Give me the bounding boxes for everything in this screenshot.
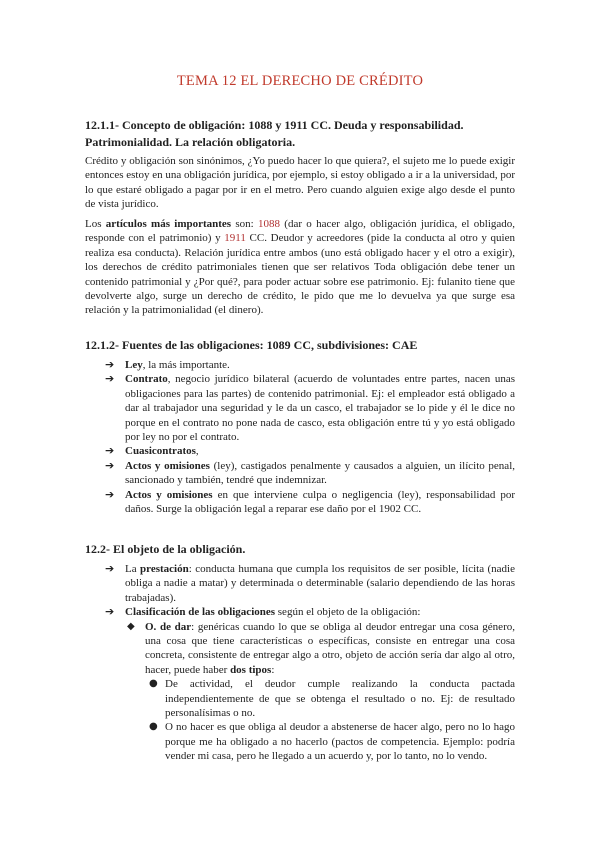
bold-text: O. de dar	[145, 620, 192, 633]
objeto-list	[105, 562, 515, 764]
paragraph-articulos	[85, 217, 515, 318]
arrow-bullet-icon: ➔	[105, 358, 115, 371]
clasificacion-sublist	[125, 620, 515, 764]
list-item	[105, 358, 515, 372]
fuentes-list	[105, 358, 515, 516]
bold-text: Actos y omisiones	[125, 488, 213, 501]
bold-text: artículos más importantes	[105, 218, 232, 230]
section-heading-1-1-2: 12.1.2- Fuentes de las obligaciones: 1089 CC, subdivisiones: CAE	[85, 338, 418, 352]
text-run: CC. Deudor y acreedores (pide la conducta al otro y quien realiza esa conducta). Relación jurídica entre ambos (uno está obligado hacer y el otro a exigir), los derechos de crédito patrimoniales tienen que ser relativos Toda obligación debe tener un contenido patrimonial y ¿Por qué?, para poder actuar sobre ese patrimonio. Ej: fulanito tiene que devolverte algo, surge un derecho de crédito, le pido que me lo devuelva ya que surge esa relación y la patrimonialidad (el dinero).	[85, 232, 515, 317]
bold-text: dos tipos	[230, 663, 272, 676]
arrow-bullet-icon: ➔	[105, 458, 115, 472]
bold-text: Actos y omisiones	[125, 459, 210, 472]
text-run: (dar o hacer algo, obligación jurídica, el obligado, responde con el patrimonio) y	[85, 218, 516, 245]
list-item	[105, 459, 515, 488]
bold-text: Ley	[125, 359, 143, 371]
list-item	[105, 562, 515, 605]
text-run: (ley), castigados penalmente y causados a alguien, un ilícito penal, sancionado y también, tendré que indemnizar.	[125, 459, 515, 487]
article-1911-link[interactable]: 1911	[224, 232, 246, 245]
list-item	[145, 720, 515, 763]
article-1088-link[interactable]: 1088	[258, 218, 281, 230]
section-heading-1-1-1: 12.1.1- Concepto de obligación: 1088 y 1911 CC. Deuda y responsabilidad. Patrimonialidad. La relación obligatoria.	[85, 118, 464, 149]
list-item	[105, 605, 515, 763]
section-heading-2: 12.2- El objeto de la obligación.	[85, 542, 246, 556]
arrow-bullet-icon: ➔	[105, 562, 115, 575]
text-run: , la más importante.	[142, 359, 230, 371]
bold-text: Cuasicontratos	[125, 445, 196, 458]
text-run: son:	[231, 218, 259, 230]
list-item	[145, 677, 515, 720]
text-run: : conducta humana que cumpla los requisitos de ser posible, lícita (nadie obliga a nadie a matar) y determinada o determinable (salario dependiendo de las horas trabajadas).	[125, 563, 515, 604]
dot-bullet-icon: ●	[149, 678, 158, 690]
bold-text: Contrato	[125, 373, 168, 386]
text-run: : genéricas cuando lo que se obliga al deudor entregar una cosa género, una cosa que tiene características o específicas, consiste en entregar una cosa concreta, consistente de entregar algo a otro, objeto de acción sería dar algo al otro, hacer, puede haber	[145, 620, 515, 676]
text-run: O no hacer es que obliga al deudor a abstenerse de hacer algo, pero no lo hago porque me ha obligado a no hacerlo (pactos de competencia. Ejemplo: podría vender mi casa, pero he llegado a un acuerdo y, por lo tanto, no lo vendo.	[165, 721, 515, 763]
list-item	[105, 444, 515, 458]
text-run: ,	[195, 445, 199, 458]
tipos-sublist	[145, 677, 515, 763]
dot-bullet-icon: ●	[149, 721, 158, 733]
bold-text: prestación	[140, 563, 189, 575]
text-run: De actividad, el deudor cumple realizando la conducta pactada independientemente de que se obtenga el resultado o no. Ej: de resultado personalísimas o no.	[165, 678, 515, 720]
text-run: , negocio jurídico bilateral (acuerdo de voluntades entre partes, nacen unas obligaciones para las partes) de contenido patrimonial. Ej: el empleador está obligado a dar al trabajador una seguridad y le da un casco, el trabajador se lo pide y él le dice no porque en el contrato no pone nada de casco, esta obligación entre tú y yo está obligado por ley no por el contrato.	[125, 373, 515, 444]
diamond-bullet-icon: ◆	[127, 620, 135, 632]
list-item	[105, 488, 515, 517]
bold-text: Clasificación de las obligaciones	[125, 606, 276, 619]
arrow-bullet-icon: ➔	[105, 372, 115, 386]
text-run: según el objeto de la obligación:	[275, 606, 421, 619]
list-item	[125, 620, 515, 764]
text-run: Los	[85, 218, 106, 230]
page-title: TEMA 12 EL DERECHO DE CRÉDITO	[176, 73, 424, 89]
arrow-bullet-icon: ➔	[105, 444, 115, 458]
paragraph-concepto: Crédito y obligación son sinónimos, ¿Yo puedo hacer lo que quiera?, el sujeto me lo puede exigir entonces estoy en una obligación jurídica, por ejemplo, si estoy obligado a ir a la universidad, por lo que estaré obligado a pagar por ir en el metro. Pero cuando alguien exige algo desde el punto de vista jurídico.	[85, 155, 515, 211]
list-item	[105, 372, 515, 444]
text-run: La	[125, 563, 141, 575]
text-run: en que interviene culpa o negligencia (ley), responsabilidad por daños. Surge la obligación legal a reparar ese daño por el 1902 CC.	[125, 488, 515, 516]
arrow-bullet-icon: ➔	[105, 605, 115, 619]
arrow-bullet-icon: ➔	[105, 487, 115, 501]
text-run: :	[271, 663, 275, 676]
